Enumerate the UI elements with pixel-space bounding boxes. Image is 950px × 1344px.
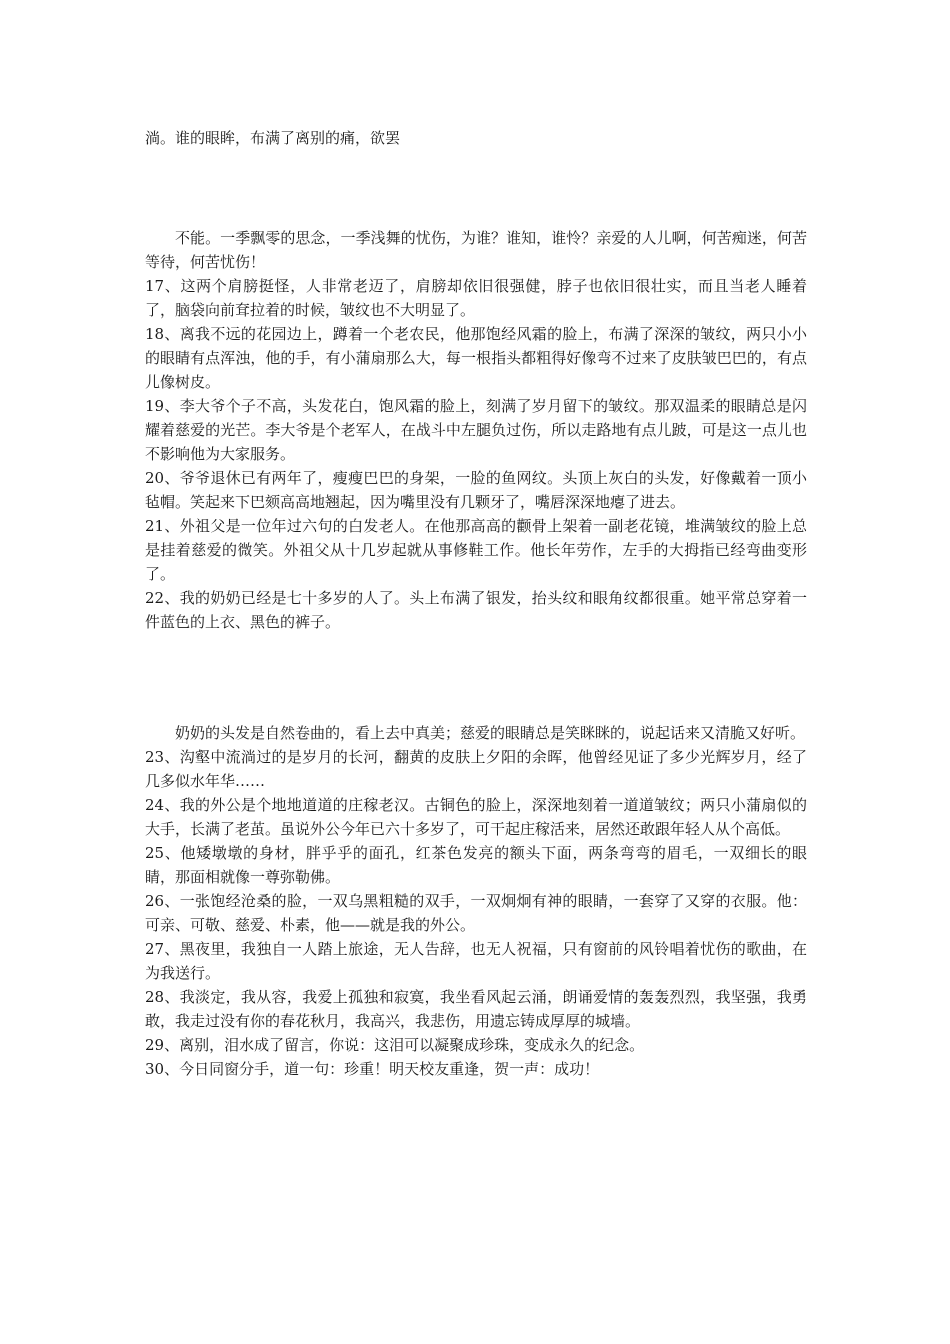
- list-item-24: 24、我的外公是个地地道道的庄稼老汉。古铜色的脸上，深深地刻着一道道皱纹；两只小蒲扇似的大手，长满了老茧。虽说外公今年已六十多岁了，可干起庄稼活来，居然还敢跟年轻人从个高低。: [145, 796, 807, 838]
- list-item-21: 21、外祖父是一位年过六句的白发老人。在他那高高的颧骨上架着一副老花镜，堆满皱纹的脸上总是挂着慈爱的微笑。外祖父从十几岁起就从事修鞋工作。他长年劳作，左手的大拇指已经弯曲变形了。: [145, 517, 807, 583]
- list-item-29: 29、离别，泪水成了留言，你说：这泪可以凝聚成珍珠，变成永久的纪念。: [145, 1036, 645, 1054]
- section-two: [145, 721, 807, 1081]
- list-item-22: 22、我的奶奶已经是七十多岁的人了。头上布满了银发，抬头纹和眼角纹都很重。她平常总穿着一件蓝色的上衣、黑色的裤子。: [145, 589, 807, 631]
- list-item-25: 25、他矮墩墩的身材，胖乎乎的面孔，红茶色发亮的额头下面，两条弯弯的眉毛，一双细长的眼睛，那面相就像一尊弥勒佛。: [145, 844, 807, 886]
- section-one: [145, 226, 807, 634]
- top-fragment-block: [145, 126, 807, 150]
- list-item-17: 17、这两个肩膀挺怪，人非常老迈了，肩膀却依旧很强健，脖子也依旧很壮实，而且当老人睡着了，脑袋向前耷拉着的时候，皱纹也不大明显了。: [145, 277, 807, 319]
- list-item-18: 18、离我不远的花园边上，蹲着一个老农民，他那饱经风霜的脸上，布满了深深的皱纹，两只小小的眼睛有点浑浊，他的手，有小蒲扇那么大，每一根指头都粗得好像弯不过来了皮肤皱巴巴的，有点儿像树皮。: [145, 325, 807, 391]
- section-one-opening: 不能。一季飘零的思念，一季浅舞的忧伤，为谁？谁知，谁怜？亲爱的人儿啊，何苦痴迷，何苦等待，何苦忧伤！: [145, 229, 807, 271]
- list-item-28: 28、我淡定，我从容，我爱上孤独和寂寞，我坐看风起云涌，朗诵爱情的轰轰烈烈，我坚强，我勇敢，我走过没有你的春花秋月，我高兴，我悲伤，用遗忘铸成厚厚的城墙。: [145, 988, 807, 1030]
- list-item-19: 19、李大爷个子不高，头发花白，饱风霜的脸上，刻满了岁月留下的皱纹。那双温柔的眼睛总是闪耀着慈爱的光芒。李大爷是个老军人，在战斗中左腿负过伤，所以走路地有点儿跛，可是这一点儿也不影响他为大家服务。: [145, 397, 807, 463]
- list-item-20: 20、爷爷退休已有两年了，瘦瘦巴巴的身架，一脸的鱼网纹。头顶上灰白的头发，好像戴着一顶小毡帽。笑起来下巴颏高高地翘起，因为嘴里没有几颗牙了，嘴唇深深地瘪了进去。: [145, 469, 807, 511]
- list-item-23: 23、沟壑中流淌过的是岁月的长河，翻黄的皮肤上夕阳的余晖，他曾经见证了多少光辉岁月，经了几多似水年华……: [145, 748, 807, 790]
- list-item-26: 26、一张饱经沧桑的脸，一双乌黑粗糙的双手，一双炯炯有神的眼睛，一套穿了又穿的衣服。他：可亲、可敬、慈爱、朴素，他——就是我的外公。: [145, 892, 807, 934]
- list-item-27: 27、黑夜里，我独自一人踏上旅途，无人告辞，也无人祝福，只有窗前的风铃唱着忧伤的歌曲，在为我送行。: [145, 940, 807, 982]
- section-two-opening: 奶奶的头发是自然卷曲的，看上去中真美；慈爱的眼睛总是笑眯眯的，说起话来又清脆又好听。: [175, 724, 806, 742]
- top-fragment-paragraph: 淌。谁的眼眸，布满了离别的痛，欲罢: [145, 129, 401, 147]
- list-item-30: 30、今日同窗分手，道一句：珍重！明天校友重逢，贺一声：成功！: [145, 1060, 600, 1078]
